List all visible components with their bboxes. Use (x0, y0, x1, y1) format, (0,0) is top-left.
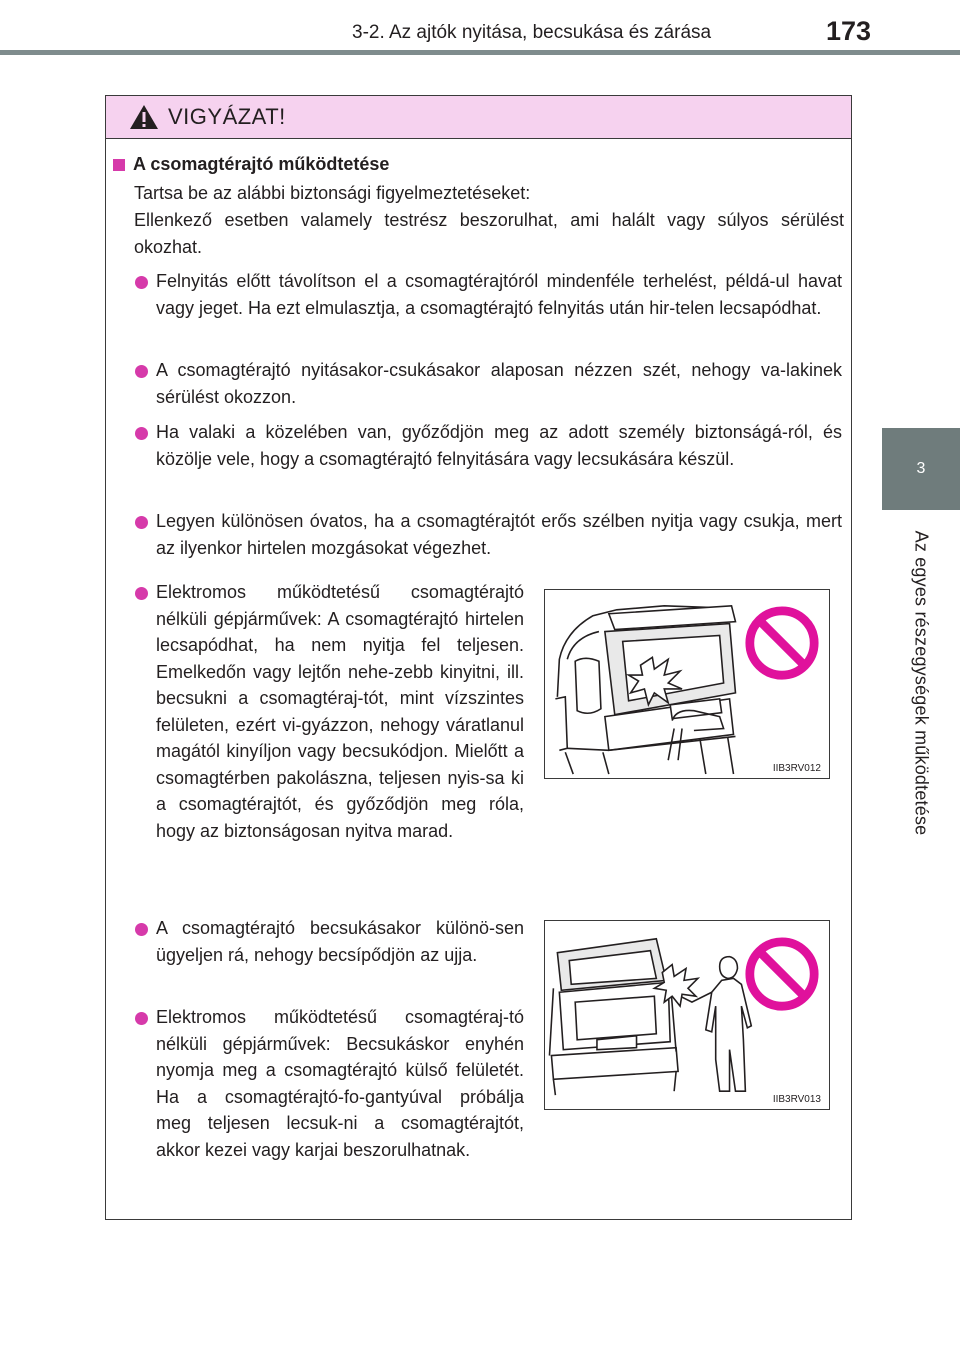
bullet-dot (135, 365, 148, 378)
warning-title: VIGYÁZAT! (168, 104, 286, 129)
intro-line2: Ellenkező esetben valamely testrész beszorulhat, ami halált vagy súlyos sérülést okozhat. (134, 210, 844, 257)
figure-open-tailgate (544, 589, 830, 779)
intro-line1: Tartsa be az alábbi biztonsági figyelmeztetéseket: (134, 183, 531, 203)
header-section-title: 3-2. Az ajtók nyitása, becsukása és zárása (352, 22, 712, 43)
section-title: A csomagtérajtó működtetése (133, 154, 390, 174)
section-heading (113, 154, 389, 175)
page-number: 173 (826, 16, 872, 46)
bullet-dot (135, 427, 148, 440)
warning-header (106, 96, 851, 139)
chapter-tab (882, 428, 960, 510)
prohibition-icon (743, 935, 821, 1013)
header-rule (0, 50, 960, 55)
bullet-dot (135, 1012, 148, 1025)
bullet-text: A csomagtérajtó becsukásakor különö-sen ügyeljen rá, nehogy becsípődjön az ujja. (156, 918, 524, 965)
figure-closing-tailgate (544, 920, 830, 1110)
warning-triangle-icon (128, 103, 160, 131)
bullet-text: Felnyitás előtt távolítson el a csomagtérajtóról mindenféle terhelést, példá-ul havat vagy jeget. Ha ezt elmulasztja, a csomagtérajtó felnyitás után hir-telen lecsapódhat. (156, 271, 842, 318)
bullet-text: Legyen különösen óvatos, ha a csomagtérajtót erős szélben nyitja vagy csukja, mert az ilyenkor hirtelen mozgásokat végezhet. (156, 511, 842, 558)
warning-box (105, 95, 852, 1220)
chapter-title: Az egyes részegységek működtetése (911, 530, 932, 836)
bullet-text: Ha valaki a közelében van, győződjön meg az adott személy biztonságá-ról, és közölje vele, hogy a csomagtérajtó felnyitására vagy lecsukására készül. (156, 422, 842, 469)
bullet-text: A csomagtérajtó nyitásakor-csukásakor alaposan nézzen szét, nehogy va-lakinek sérülést okozzon. (156, 360, 842, 407)
figure-code: IIB3RV013 (772, 1094, 821, 1105)
chapter-number: 3 (916, 460, 926, 477)
prohibition-icon (743, 604, 821, 682)
bullet-text: Elektromos működtetésű csomagtéraj-tó nélküli gépjárművek: Becsukáskor enyhén nyomja meg a csomagtérajtó külső felületét. Ha a csomagtérajtó-fo-gantyúval próbálja meg teljesen lecsuk-ni a csomagtérajtót, akkor kezei vagy karjai beszorulhatnak. (156, 1007, 524, 1160)
section-square-icon (113, 159, 125, 171)
bullet-dot (135, 516, 148, 529)
bullet-dot (135, 276, 148, 289)
bullet-dot (135, 923, 148, 936)
bullet-text: Elektromos működtetésű csomagtérajtó nélküli gépjárművek: A csomagtérajtó hirtelen lecsapódhat, ha nem nyitja fel teljesen. Emelkedőn vagy lejtőn nehe-zebb kinyitni, ill. becsukni a csomagtéraj-tót, mint vízszintes felületen, ezért vi-gyázzon, nehogy váratlanul magától kinyíljon vagy becsukódjon. Mielőtt a csomagtérben pakolászna, teljesen nyis-sa ki a csomagtérajtót, és győződjön meg róla, hogy az biztonságosan nyitva marad. (156, 582, 524, 841)
bullet-dot (135, 587, 148, 600)
figure-code: IIB3RV012 (772, 763, 821, 774)
